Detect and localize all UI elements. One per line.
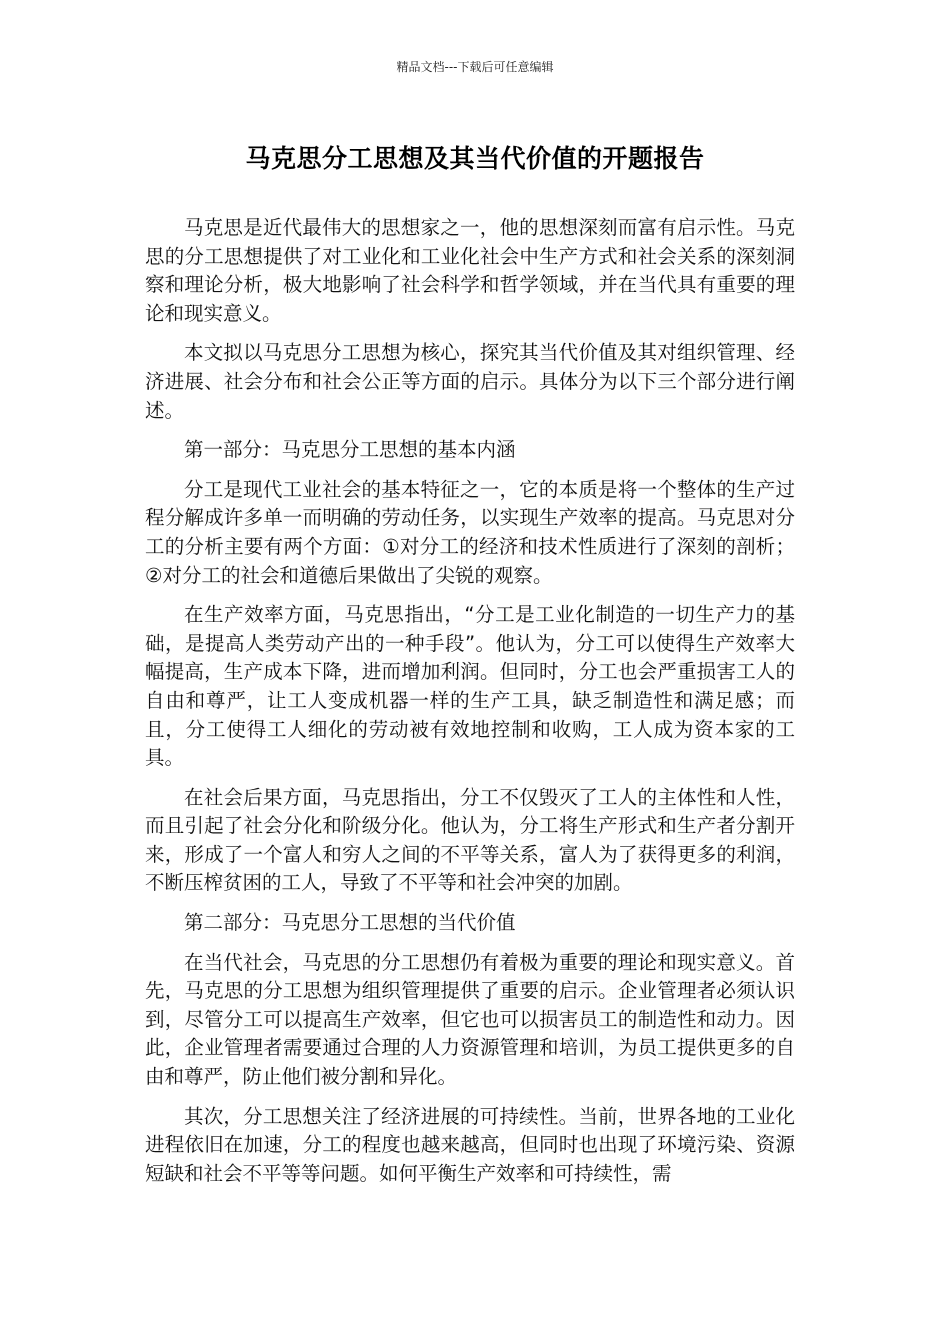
paragraph-division-of-labor: 分工是现代工业社会的基本特征之一，它的本质是将一个整体的生产过程分解成许多单一而明确的劳动任务，以实现生产效率的提高。马克思对分工的分析主要有两个方面：①对分工的经济和技术性质进行了深刻的剖析；②对分工的社会和道德后果做出了尖锐的观察。: [145, 477, 795, 587]
paragraph-outline: 本文拟以马克思分工思想为核心，探究其当代价值及其对组织管理、经济进展、社会分布和社会公正等方面的启示。具体分为以下三个部分进行阐述。: [145, 341, 795, 422]
header-note: 精品文档---下载后可任意编辑: [396, 60, 554, 74]
paragraph-social-consequences: 在社会后果方面，马克思指出，分工不仅毁灭了工人的主体性和人性，而且引起了社会分化和阶级分化。他认为，分工将生产形式和生产者分割开来，形成了一个富人和穷人之间的不平等关系，富人为了获得更多的利润，不断压榨贫困的工人，导致了不平等和社会冲突的加剧。: [145, 785, 795, 895]
document-title: 马克思分工思想及其当代价值的开题报告: [245, 144, 705, 173]
section-heading-part-two: 第二部分：马克思分工思想的当代价值: [184, 911, 516, 935]
paragraph-sustainability: 其次，分工思想关注了经济进展的可持续性。当前，世界各地的工业化进程依旧在加速，分工的程度也越来越高，但同时也出现了环境污染、资源短缺和社会不平等等问题。如何平衡生产效率和可持续性，需: [145, 1104, 795, 1185]
document-body: [145, 214, 795, 1199]
paragraph-intro: 马克思是近代最伟大的思想家之一，他的思想深刻而富有启示性。马克思的分工思想提供了对工业化和工业化社会中生产方式和社会关系的深刻洞察和理论分析，极大地影响了社会科学和哲学领域，并在当代具有重要的理论和现实意义。: [145, 216, 795, 325]
paragraph-contemporary-value: 在当代社会，马克思的分工思想仍有着极为重要的理论和现实意义。首先，马克思的分工思想为组织管理提供了重要的启示。企业管理者必须认识到，尽管分工可以提高生产效率，但它也可以损害员工的制造性和动力。因此，企业管理者需要通过合理的人力资源管理和培训，为员工提供更多的自由和尊严，防止他们被分割和异化。: [145, 950, 795, 1089]
section-heading-part-one: 第一部分：马克思分工思想的基本内涵: [184, 438, 516, 462]
paragraph-production-efficiency: 在生产效率方面，马克思指出，“分工是工业化制造的一切生产力的基础，是提高人类劳动产出的一种手段”。他认为，分工可以使得生产效率大幅提高，生产成本下降，进而增加利润。但同时，分工也会严重损害工人的自由和尊严，让工人变成机器一样的生产工具，缺乏制造性和满足感；而且，分工使得工人细化的劳动被有效地控制和收购，工人成为资本家的工具。: [145, 603, 795, 770]
